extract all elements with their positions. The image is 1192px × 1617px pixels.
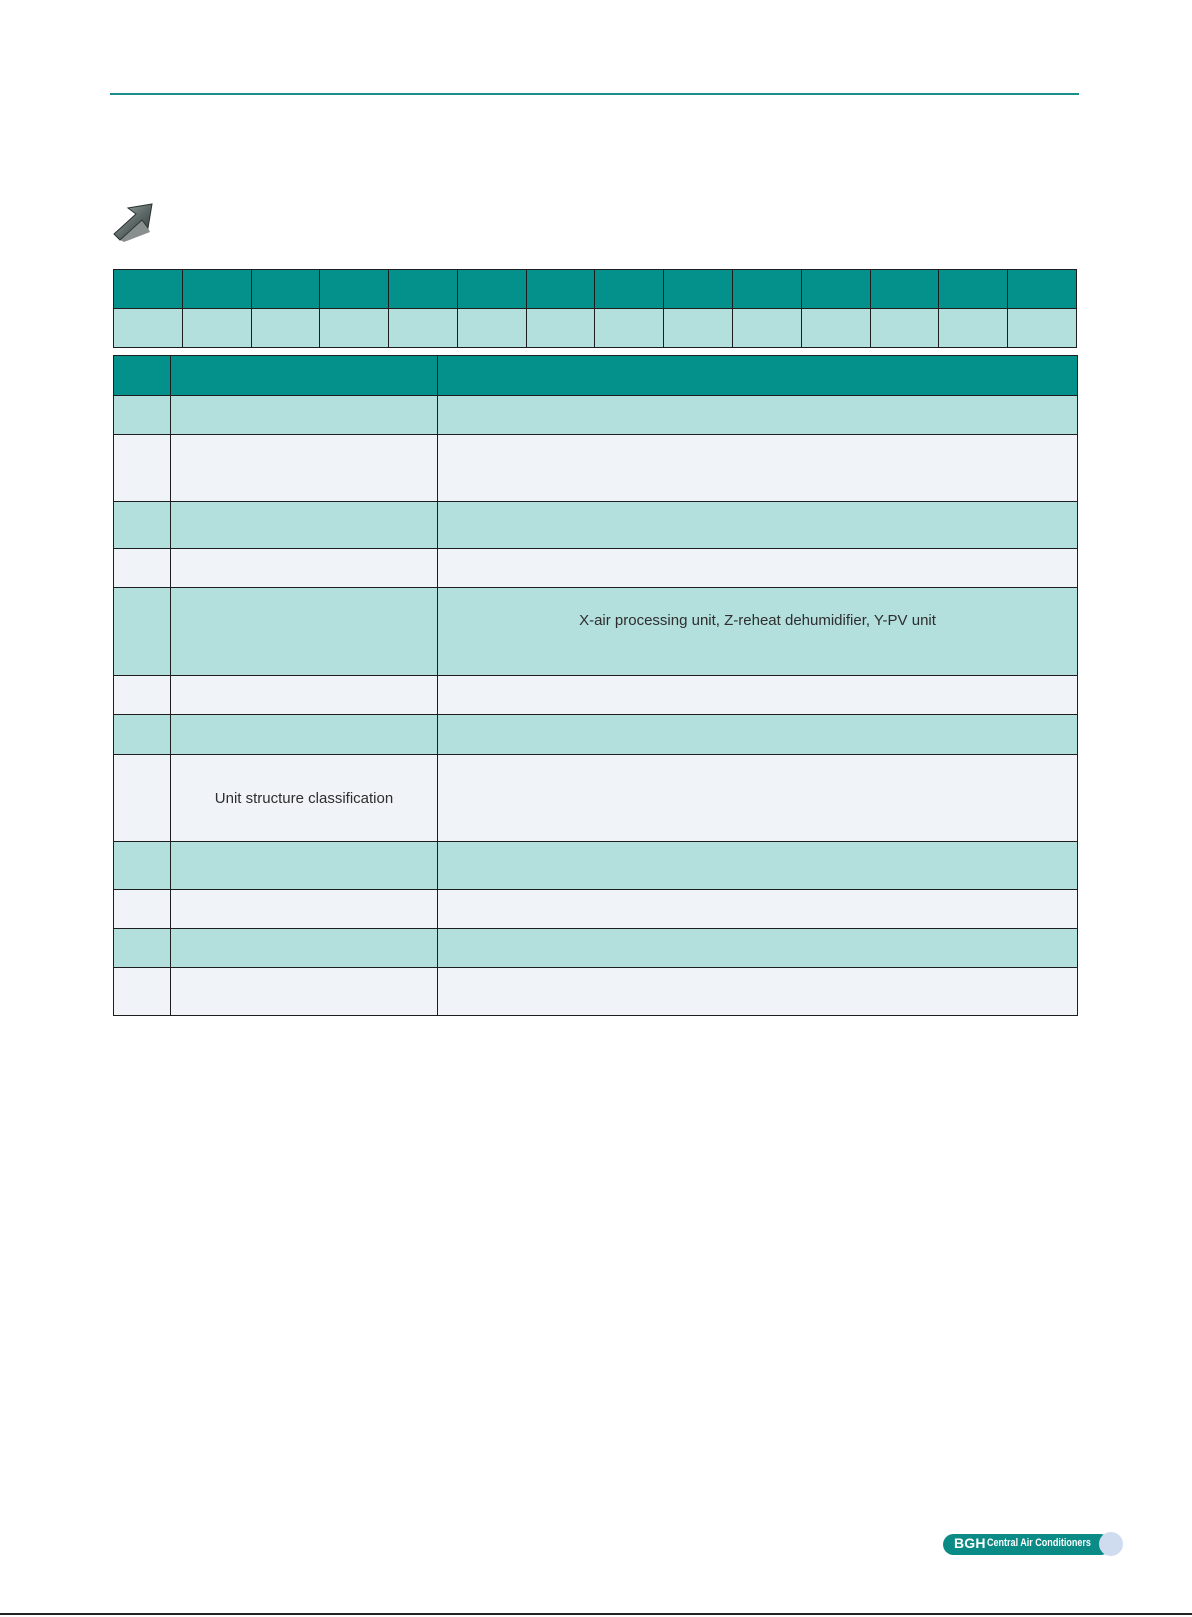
table-row	[114, 549, 1078, 588]
model-description-table	[113, 355, 1078, 1016]
row-item	[171, 588, 438, 676]
row-index	[114, 890, 171, 929]
row-item	[171, 396, 438, 435]
table-row	[114, 715, 1078, 755]
row-description	[438, 396, 1078, 435]
row-item	[171, 502, 438, 549]
table-row	[114, 968, 1078, 1016]
code-value-cell	[114, 309, 183, 348]
row-index	[114, 929, 171, 968]
code-value-cell	[1008, 309, 1077, 348]
row-index	[114, 502, 171, 549]
row-index	[114, 588, 171, 676]
code-header-cell	[939, 270, 1008, 309]
description-header-cell	[438, 356, 1078, 396]
code-value-cell	[457, 309, 526, 348]
table-row	[114, 842, 1078, 890]
row-item	[171, 842, 438, 890]
description-header-row	[114, 356, 1078, 396]
code-value-cell	[801, 309, 870, 348]
model-code-value-row	[114, 309, 1077, 348]
brand-tagline: Central Air Conditioners	[987, 1537, 1091, 1549]
index-header-cell	[114, 356, 171, 396]
table-row	[114, 755, 1078, 842]
row-description	[438, 549, 1078, 588]
row-index	[114, 549, 171, 588]
row-description	[438, 890, 1078, 929]
table-row	[114, 676, 1078, 715]
code-header-cell	[664, 270, 733, 309]
table-row	[114, 435, 1078, 502]
row-description	[438, 755, 1078, 842]
row-index	[114, 435, 171, 502]
row-item: Unit structure classification	[171, 755, 438, 842]
row-description	[438, 676, 1078, 715]
code-header-cell	[320, 270, 389, 309]
code-value-cell	[939, 309, 1008, 348]
code-header-cell	[457, 270, 526, 309]
code-header-cell	[733, 270, 802, 309]
row-index	[114, 715, 171, 755]
footer-logo-badge	[943, 1532, 1123, 1557]
item-header-cell	[171, 356, 438, 396]
arrow-up-right-icon	[112, 200, 158, 242]
row-item	[171, 968, 438, 1016]
row-description	[438, 842, 1078, 890]
circle-icon	[1099, 1532, 1123, 1556]
code-header-cell	[389, 270, 458, 309]
row-item	[171, 929, 438, 968]
code-header-cell	[870, 270, 939, 309]
code-value-cell	[664, 309, 733, 348]
row-item	[171, 549, 438, 588]
row-item	[171, 676, 438, 715]
code-value-cell	[526, 309, 595, 348]
brand-name: BGH	[954, 1535, 986, 1551]
row-index	[114, 968, 171, 1016]
model-code-table	[113, 269, 1077, 348]
code-value-cell	[389, 309, 458, 348]
code-header-cell	[182, 270, 251, 309]
model-code-header-row	[114, 270, 1077, 309]
row-index	[114, 676, 171, 715]
table-row	[114, 396, 1078, 435]
row-description	[438, 435, 1078, 502]
code-value-cell	[182, 309, 251, 348]
page-bottom-edge	[0, 1613, 1192, 1615]
row-description	[438, 715, 1078, 755]
row-description	[438, 502, 1078, 549]
row-index	[114, 755, 171, 842]
code-header-cell	[595, 270, 664, 309]
code-value-cell	[251, 309, 320, 348]
code-header-cell	[526, 270, 595, 309]
row-description: X-air processing unit, Z-reheat dehumidifier, Y-PV unit	[438, 588, 1078, 676]
row-description	[438, 929, 1078, 968]
code-header-cell	[1008, 270, 1077, 309]
row-index	[114, 842, 171, 890]
row-description	[438, 968, 1078, 1016]
table-row	[114, 588, 1078, 676]
row-item	[171, 890, 438, 929]
table-row	[114, 502, 1078, 549]
row-item	[171, 435, 438, 502]
row-index	[114, 396, 171, 435]
code-value-cell	[320, 309, 389, 348]
header-rule	[110, 93, 1079, 95]
row-item	[171, 715, 438, 755]
code-header-cell	[801, 270, 870, 309]
code-value-cell	[595, 309, 664, 348]
table-row	[114, 890, 1078, 929]
table-row	[114, 929, 1078, 968]
code-value-cell	[870, 309, 939, 348]
code-header-cell	[251, 270, 320, 309]
code-header-cell	[114, 270, 183, 309]
code-value-cell	[733, 309, 802, 348]
